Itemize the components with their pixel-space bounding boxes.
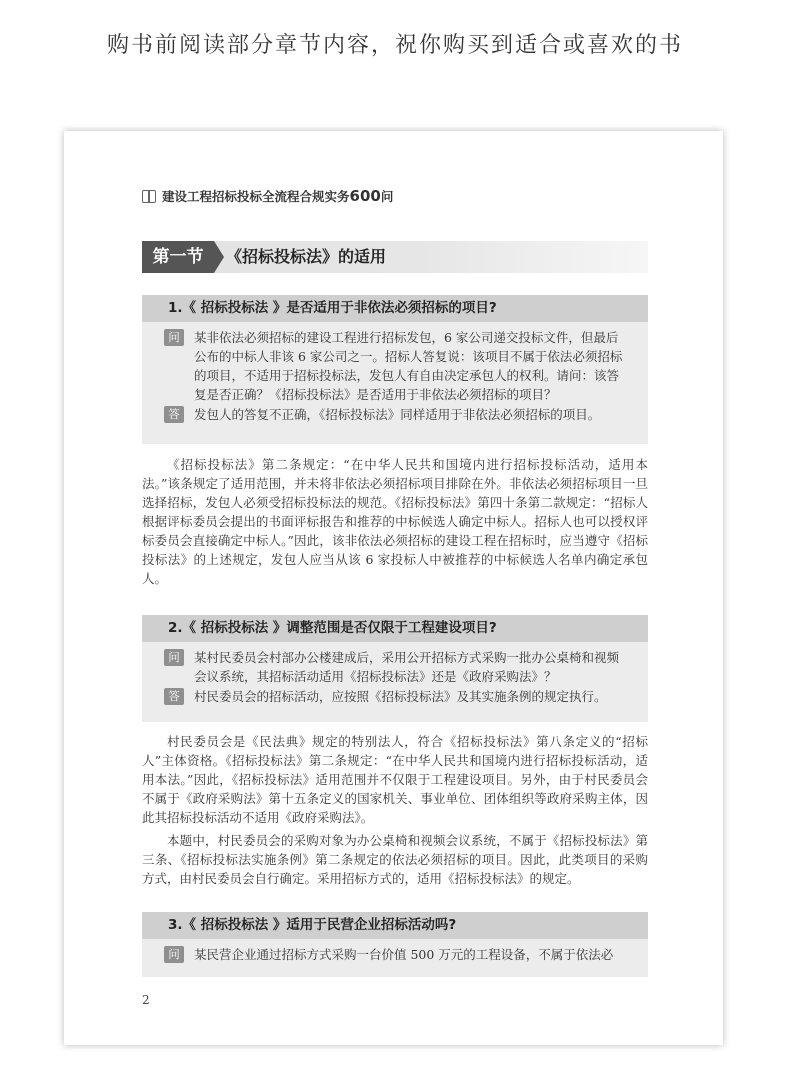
answer-1-block: [164, 405, 626, 424]
explanation-2-paragraph-1: 村民委员会是《民法典》规定的特别法人，符合《招标投标法》第八条定义的“招标人”主体资格。《招标投标法》第二条规定：“在中华人民共和国境内进行招标投标活动，适用本法。”因此，《招标投标法》适用范围并不仅限于工程建设项目。另外，由于村民委员会不属于《政府采购法》第十五条定义的国家机关、事业单位、团体组织等政府采购主体，因此其招标投标活动不适用《政府采购法》。: [142, 734, 648, 825]
question-badge: 问: [164, 329, 184, 346]
preview-banner: 购书前阅读部分章节内容，祝你购买到适合或喜欢的书: [106, 33, 683, 58]
question-2-box: [142, 642, 648, 722]
running-head-suffix: 问: [380, 189, 394, 204]
question-1-text: 某非依法必须招标的建设工程进行招标发包，6 家公司递交投标文件，但最后公布的中标人非该 6 家公司之一。招标人答复说：该项目不属于依法必须招标的项目，不适用于招标投标法，发包人有自由决定承包人的权利。请问：该答复是否正确？《招标投标法》是否适用于非依法必须招标的项目？: [194, 330, 623, 402]
question-3-text-block: [164, 945, 626, 964]
question-1-title: 1.《 招标投标法 》是否适用于非依法必须招标的项目?: [142, 295, 648, 322]
answer-badge: 答: [164, 688, 184, 705]
explanation-2-paragraph-2: 本题中，村民委员会的采购对象为办公桌椅和视频会议系统，不属于《招标投标法》第三条、《招标投标法实施条例》第二条规定的依法必须招标的项目。因此，此类项目的采购方式，由村民委员会自行确定。采用招标方式的，适用《招标投标法》的规定。: [142, 833, 648, 886]
book-page: [64, 131, 723, 1045]
section-tag: 第一节: [142, 241, 214, 273]
question-badge: 问: [164, 649, 184, 666]
question-2-text-block: [164, 648, 626, 686]
question-1-box: [142, 322, 648, 444]
answer-2-block: [164, 687, 626, 706]
answer-badge: 答: [164, 406, 184, 423]
question-2-title: 2.《 招标投标法 》调整范围是否仅限于工程建设项目?: [142, 615, 648, 642]
question-1-text-block: [164, 328, 626, 404]
section-heading: [142, 241, 648, 273]
question-3-box: [142, 939, 648, 977]
book-icon: [142, 190, 156, 203]
running-head-title: 建设工程招标投标全流程合规实务: [162, 189, 350, 204]
answer-1-text: 发包人的答复不正确，《招标投标法》同样适用于非依法必须招标的项目。: [194, 407, 601, 422]
explanation-1: 《招标投标法》第二条规定：“在中华人民共和国境内进行招标投标活动，适用本法。”该条规定了适用范围，并未将非依法必须招标项目排除在外。非依法必须招标项目一旦选择招标，发包人必须受招标投标法的规范。《招标投标法》第四十条第二款规定：“招标人根据评标委员会提出的书面评标报告和推荐的中标候选人确定中标人。招标人也可以授权评标委员会直接确定中标人。”因此，该非依法必须招标的建设工程在招标时，应当遵守《招标投标法》的上述规定，发包人应当从该 6 家投标人中被推荐的中标候选人名单内确定承包人。: [142, 457, 648, 586]
running-head-number: 600: [349, 187, 381, 205]
section-title: 《招标投标法》的适用: [226, 247, 387, 266]
running-head: [142, 187, 542, 205]
question-badge: 问: [164, 946, 184, 963]
answer-2-text: 村民委员会的招标活动，应按照《招标投标法》及其实施条例的规定执行。: [194, 689, 607, 704]
page-number: 2: [142, 993, 150, 1007]
question-2-text: 某村民委员会村部办公楼建成后，采用公开招标方式采购一批办公桌椅和视频会议系统，其招标活动适用《招标投标法》还是《政府采购法》？: [194, 650, 620, 684]
question-3-text: 某民营企业通过招标方式采购一台价值 500 万元的工程设备，不属于依法必: [194, 947, 614, 962]
question-3-title: 3.《 招标投标法 》适用于民营企业招标活动吗?: [142, 912, 648, 939]
